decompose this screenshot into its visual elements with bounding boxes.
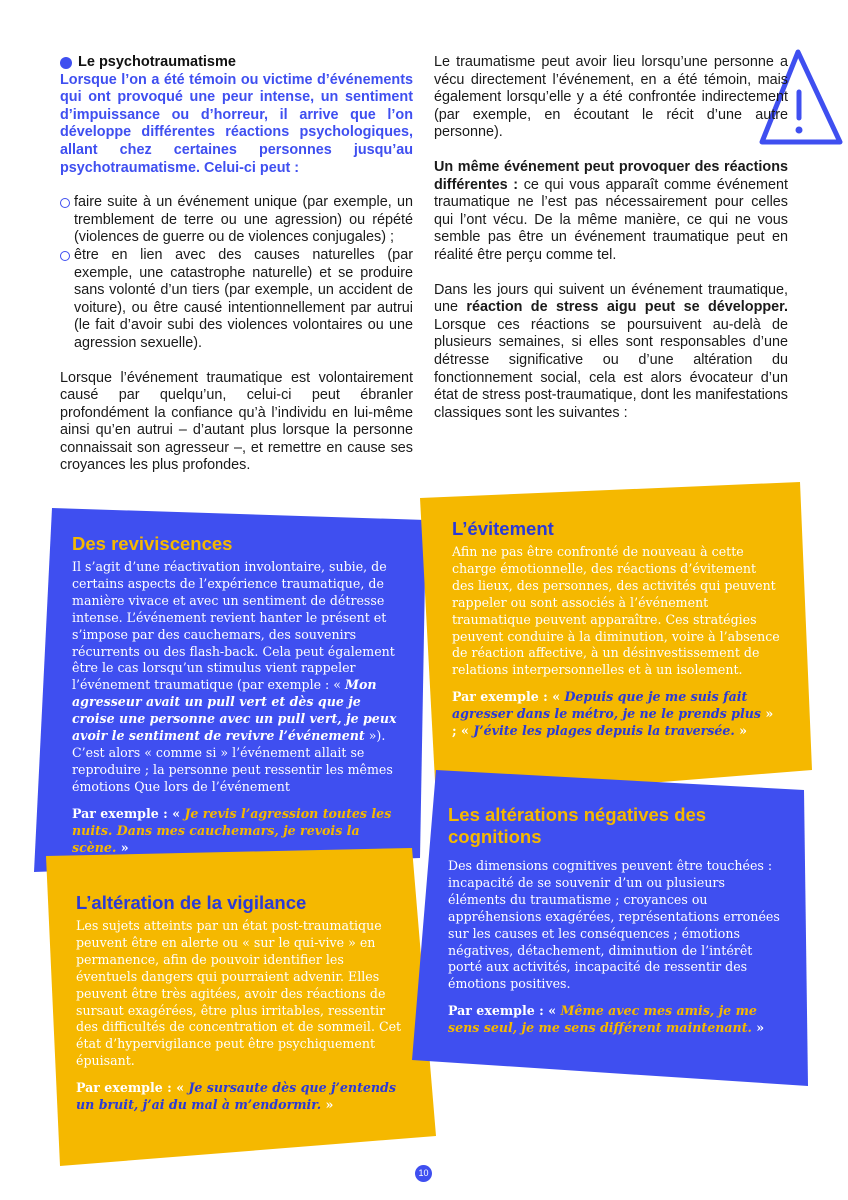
list-item: faire suite à un événement unique (par exemple, un tremblement de terre ou une agression) ou répété (violences de guerre ou de violences conjugales) ; xyxy=(60,194,413,247)
box-cognitions xyxy=(448,804,784,1037)
page-number: 10 xyxy=(415,1165,432,1182)
box-body: Des dimensions cognitives peuvent être touchées : incapacité de se souvenir d’un ou plusieurs éléments du traumatisme ; croyances ou appréhensions exagérées, représentations erronées sur les causes et les conséquences ; émotions négatives, détachement, diminution de l’intérêt porté aux activités, incapacité de ressentir des émotions positives. xyxy=(448,858,780,992)
box-example: Par exemple : « Je sursaute dès que j’entends un bruit, j’ai du mal à m’endormir. » xyxy=(76,1080,396,1113)
section-heading-text: Le psychotraumatisme xyxy=(78,54,236,70)
paragraph: Dans les jours qui suivent un événement traumatique, une réaction de stress aigu peut se développer. Lorsque ces réactions se poursuivent au-delà de plusieurs semaines, si elles sont responsables d’une détresse significative ou d’une altération du fonctionnement social, cela est alors évocateur d’un état de stress post-traumatique, dont les manifestations classiques sont les suivantes : xyxy=(434,281,788,421)
box-title: Des reviviscences xyxy=(72,533,233,554)
box-example: Par exemple : « Même avec mes amis, je me sens seul, je me sens différent maintenant. » xyxy=(448,1003,765,1036)
box-body: Afin ne pas être confronté de nouveau à cette charge émotionnelle, des réactions d’évitement des lieux, des personnes, des activités qui peuvent rappeler ou sont associés à l’événement traumatique peuvent apparaître. Ces stratégies peuvent conduire à la diminution, voire à l’absence de réaction affective, à un désinvestissement de relations interpersonnelles et à un isolement. xyxy=(452,544,780,678)
list-item: être en lien avec des causes naturelles (par exemple, une catastrophe naturelle) et se produire sans volonté d’un tiers (par exemple, un accident de voiture), ou être causé intentionnellement par autrui (le fait d’avoir subi des violences volontaires ou une agression sexuelle). xyxy=(60,247,413,353)
box-body: Les sujets atteints par un état post-traumatique peuvent être en alerte ou « sur le qui-vive » en permanence, afin de pouvoir identifier les éventuels dangers qui pourraient advenir. Elles peuvent être très agitées, avoir des réactions de sursaut exagérées, être plus irritables, ressentir des difficultés de concentration et de sommeil. Cet état d’hypervigilance peut être psychiquement épuisant. xyxy=(76,918,402,1069)
box-evitement xyxy=(452,518,780,740)
paragraph: Le traumatisme peut avoir lieu lorsqu’une personne a vécu directement l’événement, en a été témoin, mais également lorsqu’elle y a été confrontée indirectement (par exemple, en écoutant le récit d’une autre personne). xyxy=(434,54,788,141)
lead-paragraph: Lorsque l’on a été témoin ou victime d’événements qui ont provoqué une peur intense, un sentiment d’impuissance ou d’horreur, il arrive que l’on développe différentes réactions psychologiques, allant chez certaines personnes jusqu’au psychotraumatisme. Celui-ci peut : xyxy=(60,71,413,176)
box-example: Par exemple : « Depuis que je me suis fait agresser dans le métro, je ne le prends plus » ; « J’évite les plages depuis la traversée. » xyxy=(452,689,774,739)
paragraph: Un même événement peut provoquer des réactions différentes : ce qui vous apparaît comme événement traumatique ne l’est pas nécessairement pour celles qui l’ont vécu. De la même manière, ce qui ne vous semble pas être un événement traumatique peut en réalité être perçu comme tel. xyxy=(434,158,788,263)
box-body: Il s’agit d’une réactivation involontaire, subie, de certains aspects de l’expérience traumatique, de manière vivace et avec un sentiment de détresse intense. L’événement revient hanter le présent et s’impose par des cauchemars, des souvenirs récurrents ou des flash-back. Cela peut également être le cas lorsqu’un stimulus vient rappeler l’événement traumatique (par exemple : « Mon agresseur avait un pull vert et dès que je croise une personne avec un pull vert, je peux avoir le sentiment de revivre l’événement »). C’est alors « comme si » l’événement allait se reproduire ; la personne peut ressentir les mêmes émotions Que lors de l’événement xyxy=(72,559,397,794)
box-title: L’altération de la vigilance xyxy=(76,892,307,913)
paragraph: Lorsque l’événement traumatique est volontairement causé par quelqu’un, celui-ci peut ébranler profondément la confiance qu’à l’individu en lui-même ainsi qu’en autrui – d’autant plus lorsque la personne connaissait son agresseur –, et remettre en cause ses croyances les plus profondes. xyxy=(60,369,413,474)
box-title: L’évitement xyxy=(452,518,554,539)
box-example: Par exemple : « Je revis l’agression toutes les nuits. Dans mes cauchemars, je revois la scène. » xyxy=(72,805,392,855)
box-vigilance xyxy=(76,892,406,1114)
box-title: Les altérations négatives des cognitions xyxy=(448,804,707,847)
box-reviviscences xyxy=(72,533,398,856)
